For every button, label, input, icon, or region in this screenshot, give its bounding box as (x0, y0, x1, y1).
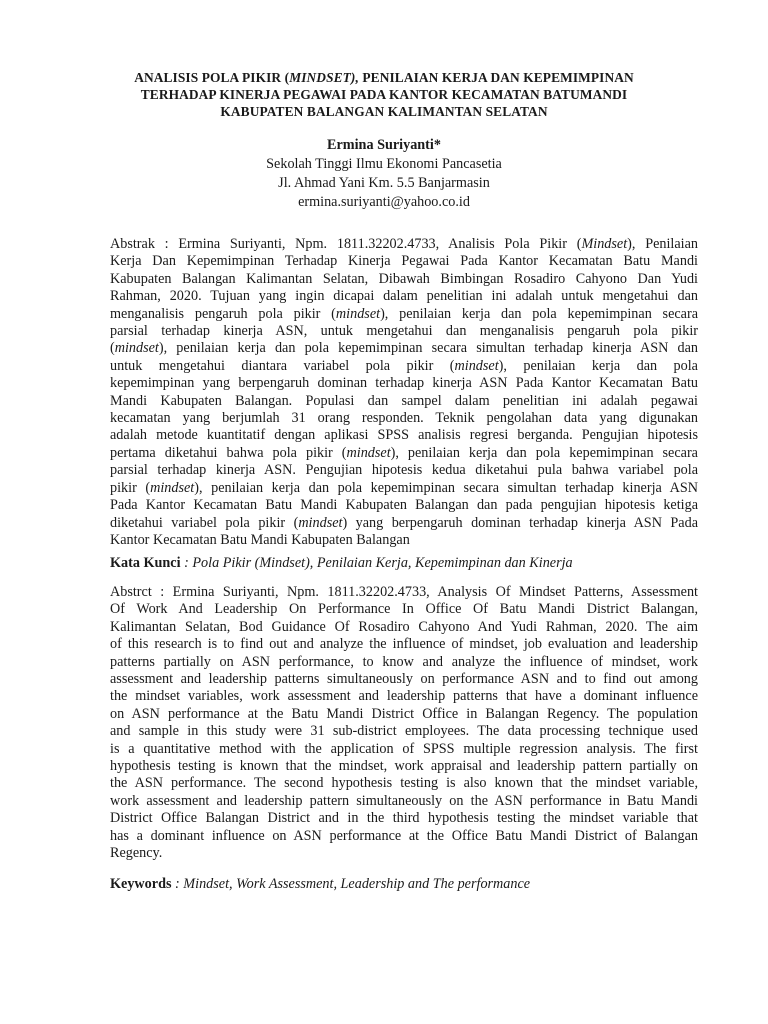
abstrak-line: kepemimpinan yang berpengaruh dominan terhadap kinerja ASN Pada Kantor Kecamatan Batu (110, 375, 698, 392)
abstrak-line: Abstrak : Ermina Suriyanti, Npm. 1811.32202.4733, Analisis Pola Pikir (Mindset), Penilaian (110, 236, 698, 252)
abstrak-line: parsial terhadap kinerja ASN, untuk mengetahui dan menganalisis pengaruh pola pikir (110, 323, 698, 340)
keywords-value: : Mindset, Work Assessment, Leadership and The performance (171, 876, 531, 892)
abstrak-line: Kabupaten Balangan Kalimantan Selatan, Dibawah Bimbingan Rosadiro Cahyono Dan Yudi (110, 270, 698, 287)
abstrak-line: parsial terhadap kinerja ASN. Pengujian hipotesis kedua diketahui pula bahwa variabel pola (110, 462, 698, 479)
abstract-line: District Office Balangan District and in the third hypothesis testing the mindset variable that (110, 810, 698, 827)
author-email: ermina.suriyanti@yahoo.co.id (298, 194, 470, 210)
abstract-english-paragraph (110, 584, 698, 863)
abstrak-line: (mindset), penilaian kerja dan pola kepemimpinan secara simultan terhadap kinerja ASN dan (110, 340, 698, 357)
abstract-line: has a dominant influence on ASN performance at the Office Batu Mandi District of Balangan (110, 827, 698, 844)
kata-kunci (110, 555, 698, 572)
abstract-line: patterns partially on ASN performance, to know and analyze the influence of mindset, work (110, 653, 698, 670)
abstrak-paragraph (110, 236, 698, 549)
abstrak-line: diketahui variabel pola pikir (mindset) yang berpengaruh dominan terhadap kinerja ASN Pada (110, 514, 698, 531)
abstract-line: the mindset variables, work assessment and leadership patterns that have a dominant influence (110, 688, 698, 705)
abstract-line: is a quantitative method with the application of SPSS multiple regression analysis. The first (110, 740, 698, 757)
kata-kunci-value: : Pola Pikir (Mindset), Penilaian Kerja, Kepemimpinan dan Kinerja (180, 555, 573, 571)
abstract-line: and sample in this study were 31 sub-district employees. The data processing technique used (110, 723, 698, 740)
abstract-line: Regency. (110, 845, 163, 862)
abstrak-line: Mandi Kabupaten Balangan. Populasi dan sampel dalam penelitian ini adalah pegawai (110, 392, 698, 409)
title-line-1: ANALISIS POLA PIKIR (MINDSET), PENILAIAN KERJA DAN KEPEMIMPINAN (134, 70, 634, 85)
abstrak-line: untuk mengetahui diantara variabel pola pikir (mindset), penilaian kerja dan pola (110, 357, 698, 374)
abstrak-line: Kerja Dan Kepemimpinan Terhadap Kinerja Pegawai Pada Kantor Kecamatan Batu Mandi (110, 253, 698, 270)
author-name: Ermina Suriyanti* (327, 137, 441, 153)
abstrak-line: kecamatan yang berjumlah 31 orang responden. Teknik pengolahan data yang digunakan (110, 410, 698, 427)
author-institution: Sekolah Tinggi Ilmu Ekonomi Pancasetia (266, 156, 502, 172)
abstract-line: assessment and leadership patterns simultaneously on performance ASN and to find out among (110, 671, 698, 688)
abstract-line: of this research is to find out and analyze the influence of mindset, job evaluation and leadership (110, 636, 698, 653)
abstract-line: hypothesis testing is known that the mindset, work appraisal and leadership pattern partially on (110, 758, 698, 775)
abstrak-line: Rahman, 2020. Tujuan yang ingin dicapai dalam penelitian ini adalah untuk mengetahui dan (110, 288, 698, 305)
kata-kunci-label: Kata Kunci (110, 555, 181, 571)
abstrak-line: pertama diketahui bahwa pola pikir (mindset), penilaian kerja dan pola kepemimpinan secara (110, 444, 698, 461)
abstract-line: Abstrct : Ermina Suriyanti, Npm. 1811.32202.4733, Analysis Of Mindset Patterns, Assessment (110, 584, 698, 600)
abstrak-line: Kantor Kecamatan Batu Mandi Kabupaten Balangan (110, 531, 410, 548)
abstract-line: work assessment and leadership pattern simultaneously on the ASN performance in Batu Mandi (110, 792, 698, 809)
title-line-2: TERHADAP KINERJA PEGAWAI PADA KANTOR KECAMATAN BATUMANDI (140, 87, 628, 102)
abstrak-line: menganalisis pengaruh pola pikir (mindset), penilaian kerja dan pola kepemimpinan secara (110, 305, 698, 322)
author-block (90, 136, 678, 212)
abstract-line: Kalimantan Selatan, Bod Guidance Of Rosadiro Cahyono And Yudi Rahman, 2020. The aim (110, 618, 698, 635)
author-address: Jl. Ahmad Yani Km. 5.5 Banjarmasin (278, 175, 490, 191)
abstract-line: Of Work And Leadership On Performance In Office Of Batu Mandi District Balangan, (110, 601, 698, 618)
abstrak-line: Pada Kantor Kecamatan Batu Mandi Kabupaten Balangan dan pada pengujian hipotesis ketiga (110, 497, 698, 514)
abstract-line: the ASN performance. The second hypothesis testing is also known that the mindset variable, (110, 775, 698, 792)
abstract-line: on ASN performance at the Batu Mandi District Office in Balangan Regency. The population (110, 705, 698, 722)
keywords (110, 876, 698, 893)
abstrak-line: pikir (mindset), penilaian kerja dan pola kepemimpinan secara simultan terhadap kinerja ASN (110, 479, 698, 496)
title-line-3: KABUPATEN BALANGAN KALIMANTAN SELATAN (220, 104, 548, 119)
paper-title (90, 69, 678, 120)
keywords-label: Keywords (110, 876, 172, 892)
abstrak-line: adalah metode kuantitatif dengan aplikasi SPSS analisis regresi berganda. Pengujian hipotesis (110, 427, 698, 444)
